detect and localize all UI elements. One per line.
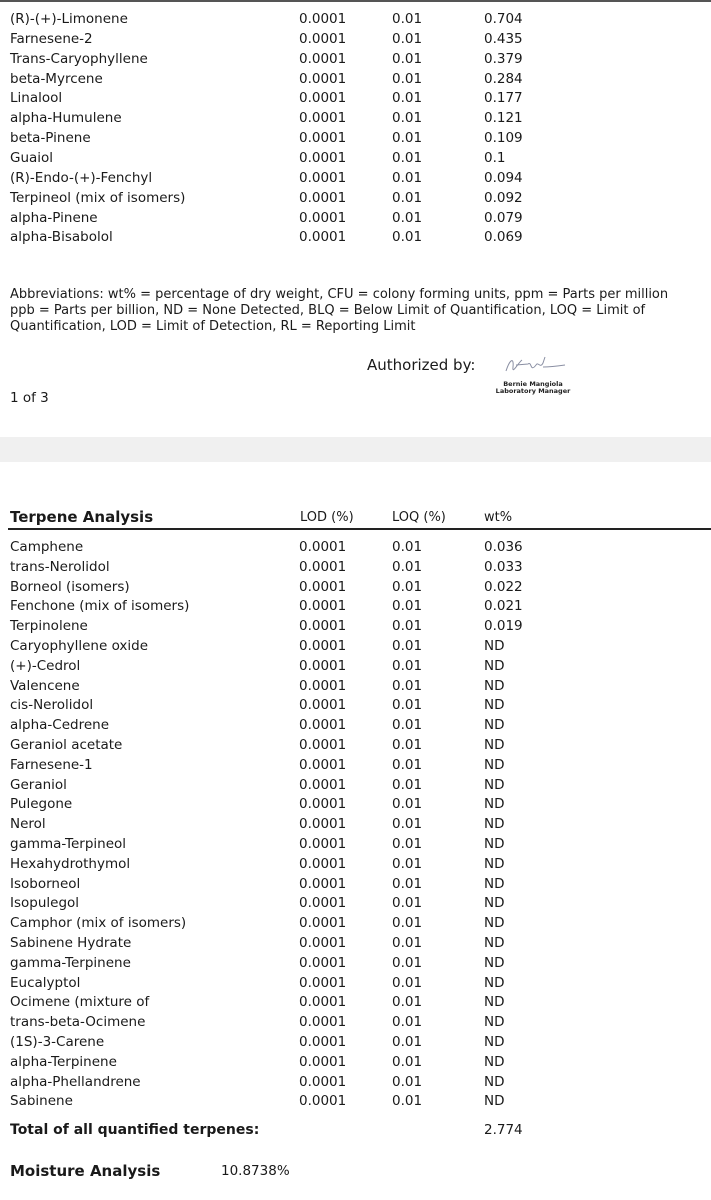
loq-value: 0.01 bbox=[392, 816, 423, 833]
table-row bbox=[0, 755, 711, 775]
compound-name: Trans-Caryophyllene bbox=[10, 50, 148, 67]
lod-value: 0.0001 bbox=[299, 657, 347, 674]
wt-value: 0.079 bbox=[484, 209, 523, 226]
wt-value: ND bbox=[484, 1014, 505, 1031]
lod-value: 0.0001 bbox=[299, 110, 347, 127]
moisture-row bbox=[0, 1162, 711, 1182]
table-row bbox=[0, 676, 711, 696]
wt-value: 0.022 bbox=[484, 578, 523, 595]
compound-name: alpha-Cedrene bbox=[10, 717, 110, 734]
wt-value: ND bbox=[484, 1034, 505, 1050]
table-row bbox=[0, 29, 711, 49]
wt-value: ND bbox=[484, 895, 505, 912]
loq-value: 0.01 bbox=[392, 737, 423, 753]
wt-value: 0.109 bbox=[484, 130, 523, 147]
loq-value: 0.01 bbox=[392, 776, 423, 793]
total-label: Total of all quantified terpenes: bbox=[10, 1122, 260, 1138]
wt-value: 0.033 bbox=[484, 558, 523, 575]
compound-name: Fenchone (mix of isomers) bbox=[10, 598, 190, 615]
compound-name: Camphene bbox=[10, 539, 84, 555]
lod-value: 0.0001 bbox=[299, 149, 347, 166]
table-row bbox=[0, 874, 711, 894]
wt-value: 0.704 bbox=[484, 11, 523, 27]
loq-value: 0.01 bbox=[392, 229, 423, 246]
table-row bbox=[0, 775, 711, 795]
wt-value: ND bbox=[484, 935, 505, 951]
table-row bbox=[0, 108, 711, 128]
wt-value: 0.379 bbox=[484, 50, 523, 67]
lod-value: 0.0001 bbox=[299, 915, 347, 932]
lod-value: 0.0001 bbox=[299, 229, 347, 246]
lod-value: 0.0001 bbox=[299, 717, 347, 734]
loq-value: 0.01 bbox=[392, 578, 423, 595]
wt-value: ND bbox=[484, 717, 505, 734]
table-row bbox=[0, 695, 711, 715]
wt-value: 0.1 bbox=[484, 149, 506, 166]
lod-value: 0.0001 bbox=[299, 30, 347, 47]
loq-value: 0.01 bbox=[392, 836, 423, 852]
loq-value: 0.01 bbox=[392, 1073, 423, 1090]
col-header-loq: LOQ (%) bbox=[392, 510, 446, 525]
wt-value: ND bbox=[484, 836, 505, 852]
table-row bbox=[0, 933, 711, 953]
loq-value: 0.01 bbox=[392, 915, 423, 932]
compound-name: Eucalyptol bbox=[10, 974, 81, 991]
compound-name: (1S)-3-Carene bbox=[10, 1034, 105, 1050]
lod-value: 0.0001 bbox=[299, 598, 347, 615]
table-row bbox=[0, 854, 711, 874]
lod-value: 0.0001 bbox=[299, 816, 347, 833]
table-row bbox=[0, 537, 711, 557]
compound-name: alpha-Phellandrene bbox=[10, 1073, 141, 1090]
abbreviations-note: Abbreviations: wt% = percentage of dry weight, CFU = colony forming units, ppm = Parts per million ppb = Parts per billion, ND = None Detected, BLQ = Below Limit of Quantification, LOQ = Limit of Quantification, LOD = Limit of Detection, RL = Reporting Limit bbox=[10, 287, 669, 334]
loq-value: 0.01 bbox=[392, 169, 423, 186]
compound-name: Isopulegol bbox=[10, 895, 80, 912]
table-row bbox=[0, 188, 711, 208]
wt-value: ND bbox=[484, 954, 505, 971]
lod-value: 0.0001 bbox=[299, 209, 347, 226]
table-row bbox=[0, 834, 711, 854]
table-row bbox=[0, 953, 711, 973]
table-row bbox=[0, 1032, 711, 1052]
page-number: 1 of 3 bbox=[10, 390, 49, 406]
loq-value: 0.01 bbox=[392, 209, 423, 226]
lod-value: 0.0001 bbox=[299, 935, 347, 951]
lod-value: 0.0001 bbox=[299, 994, 347, 1011]
lod-value: 0.0001 bbox=[299, 677, 347, 694]
compound-name: alpha-Bisabolol bbox=[10, 229, 113, 246]
wt-value: 0.435 bbox=[484, 30, 523, 47]
compound-name: Geraniol acetate bbox=[10, 737, 123, 753]
compound-name: Linalool bbox=[10, 90, 63, 107]
wt-value: ND bbox=[484, 855, 505, 872]
loq-value: 0.01 bbox=[392, 875, 423, 892]
loq-value: 0.01 bbox=[392, 1093, 423, 1110]
lod-value: 0.0001 bbox=[299, 130, 347, 147]
table-row bbox=[0, 596, 711, 616]
compound-name: beta-Myrcene bbox=[10, 70, 103, 87]
table-row bbox=[0, 148, 711, 168]
compound-name: Caryophyllene oxide bbox=[10, 638, 149, 654]
lod-value: 0.0001 bbox=[299, 1073, 347, 1090]
table-row bbox=[0, 577, 711, 597]
lod-value: 0.0001 bbox=[299, 1053, 347, 1070]
wt-value: ND bbox=[484, 638, 505, 654]
table-row bbox=[0, 168, 711, 188]
lod-value: 0.0001 bbox=[299, 836, 347, 852]
loq-value: 0.01 bbox=[392, 974, 423, 991]
wt-value: ND bbox=[484, 697, 505, 714]
loq-value: 0.01 bbox=[392, 954, 423, 971]
lod-value: 0.0001 bbox=[299, 796, 347, 813]
table-row bbox=[0, 794, 711, 814]
loq-value: 0.01 bbox=[392, 50, 423, 67]
loq-value: 0.01 bbox=[392, 618, 423, 635]
loq-value: 0.01 bbox=[392, 598, 423, 615]
loq-value: 0.01 bbox=[392, 110, 423, 127]
table-row bbox=[0, 1091, 711, 1111]
wt-value: 0.019 bbox=[484, 618, 523, 635]
lod-value: 0.0001 bbox=[299, 756, 347, 773]
compound-name: beta-Pinene bbox=[10, 130, 91, 147]
wt-value: ND bbox=[484, 677, 505, 694]
signer-title: Laboratory Manager bbox=[495, 387, 571, 395]
report-page-1 bbox=[0, 0, 711, 437]
compound-name: alpha-Humulene bbox=[10, 110, 122, 127]
loq-value: 0.01 bbox=[392, 1034, 423, 1050]
loq-value: 0.01 bbox=[392, 90, 423, 107]
table-row bbox=[0, 88, 711, 108]
wt-value: ND bbox=[484, 1053, 505, 1070]
compound-name: Camphor (mix of isomers) bbox=[10, 915, 187, 932]
compound-name: Geraniol bbox=[10, 776, 67, 793]
table-row bbox=[0, 973, 711, 993]
lod-value: 0.0001 bbox=[299, 558, 347, 575]
table-row bbox=[0, 49, 711, 69]
table-row bbox=[0, 1012, 711, 1032]
loq-value: 0.01 bbox=[392, 796, 423, 813]
compound-name: Valencene bbox=[10, 677, 80, 694]
compound-name: Sabinene bbox=[10, 1093, 73, 1110]
loq-value: 0.01 bbox=[392, 717, 423, 734]
loq-value: 0.01 bbox=[392, 30, 423, 47]
lod-value: 0.0001 bbox=[299, 70, 347, 87]
compound-name: (R)-(+)-Limonene bbox=[10, 11, 128, 27]
table-row bbox=[0, 69, 711, 89]
total-value: 2.774 bbox=[484, 1122, 523, 1138]
lod-value: 0.0001 bbox=[299, 697, 347, 714]
wt-value: ND bbox=[484, 737, 505, 753]
compound-name: gamma-Terpinene bbox=[10, 954, 131, 971]
lod-value: 0.0001 bbox=[299, 539, 347, 555]
compound-name: Farnesene-1 bbox=[10, 756, 93, 773]
wt-value: 0.021 bbox=[484, 598, 523, 615]
wt-value: ND bbox=[484, 994, 505, 1011]
compound-name: Ocimene (mixture of bbox=[10, 994, 150, 1011]
wt-value: ND bbox=[484, 776, 505, 793]
compound-name: Farnesene-2 bbox=[10, 30, 93, 47]
table-row bbox=[0, 9, 711, 29]
col-header-wt: wt% bbox=[484, 510, 513, 525]
compound-name: Isoborneol bbox=[10, 875, 81, 892]
compound-name: alpha-Terpinene bbox=[10, 1053, 117, 1070]
loq-value: 0.01 bbox=[392, 11, 423, 27]
lod-value: 0.0001 bbox=[299, 954, 347, 971]
loq-value: 0.01 bbox=[392, 756, 423, 773]
wt-value: ND bbox=[484, 1093, 505, 1110]
lod-value: 0.0001 bbox=[299, 1014, 347, 1031]
wt-value: 0.284 bbox=[484, 70, 523, 87]
table-row bbox=[0, 1052, 711, 1072]
lod-value: 0.0001 bbox=[299, 875, 347, 892]
compound-name: alpha-Pinene bbox=[10, 209, 98, 226]
compound-name: (R)-Endo-(+)-Fenchyl bbox=[10, 169, 153, 186]
loq-value: 0.01 bbox=[392, 657, 423, 674]
table-row bbox=[0, 992, 711, 1012]
loq-value: 0.01 bbox=[392, 149, 423, 166]
header-rule bbox=[8, 528, 711, 530]
table-row bbox=[0, 893, 711, 913]
lod-value: 0.0001 bbox=[299, 11, 347, 27]
table-top-rule bbox=[0, 0, 711, 2]
wt-value: 0.092 bbox=[484, 189, 523, 206]
lod-value: 0.0001 bbox=[299, 90, 347, 107]
table-row bbox=[0, 128, 711, 148]
lod-value: 0.0001 bbox=[299, 776, 347, 793]
table-row bbox=[0, 557, 711, 577]
wt-value: ND bbox=[484, 657, 505, 674]
compound-name: Pulegone bbox=[10, 796, 73, 813]
wt-value: 0.036 bbox=[484, 539, 523, 555]
wt-value: ND bbox=[484, 796, 505, 813]
wt-value: ND bbox=[484, 974, 505, 991]
signer-block bbox=[495, 381, 571, 395]
compound-name: Nerol bbox=[10, 816, 46, 833]
loq-value: 0.01 bbox=[392, 677, 423, 694]
loq-value: 0.01 bbox=[392, 895, 423, 912]
table-row bbox=[0, 227, 711, 247]
table-row bbox=[0, 913, 711, 933]
compound-name: trans-beta-Ocimene bbox=[10, 1014, 146, 1031]
loq-value: 0.01 bbox=[392, 70, 423, 87]
wt-value: ND bbox=[484, 756, 505, 773]
lod-value: 0.0001 bbox=[299, 1034, 347, 1050]
compound-name: Borneol (isomers) bbox=[10, 578, 130, 595]
total-row bbox=[0, 1122, 711, 1142]
loq-value: 0.01 bbox=[392, 994, 423, 1011]
table-row bbox=[0, 814, 711, 834]
lod-value: 0.0001 bbox=[299, 974, 347, 991]
lod-value: 0.0001 bbox=[299, 189, 347, 206]
loq-value: 0.01 bbox=[392, 1053, 423, 1070]
authorized-by-label: Authorized by: bbox=[367, 356, 476, 374]
compound-name: (+)-Cedrol bbox=[10, 657, 81, 674]
wt-value: 0.121 bbox=[484, 110, 523, 127]
compound-name: Terpinolene bbox=[10, 618, 88, 635]
compound-name: cis-Nerolidol bbox=[10, 697, 94, 714]
lod-value: 0.0001 bbox=[299, 50, 347, 67]
table-row bbox=[0, 208, 711, 228]
loq-value: 0.01 bbox=[392, 558, 423, 575]
lod-value: 0.0001 bbox=[299, 638, 347, 654]
loq-value: 0.01 bbox=[392, 1014, 423, 1031]
compound-name: gamma-Terpineol bbox=[10, 836, 127, 852]
moisture-value: 10.8738% bbox=[221, 1163, 290, 1179]
page-separator bbox=[0, 437, 711, 462]
loq-value: 0.01 bbox=[392, 130, 423, 147]
lod-value: 0.0001 bbox=[299, 855, 347, 872]
report-page-2 bbox=[0, 462, 711, 1200]
signature-image bbox=[496, 351, 566, 381]
compound-name: Hexahydrothymol bbox=[10, 855, 131, 872]
loq-value: 0.01 bbox=[392, 855, 423, 872]
compound-name: Sabinene Hydrate bbox=[10, 935, 132, 951]
compound-name: trans-Nerolidol bbox=[10, 558, 110, 575]
loq-value: 0.01 bbox=[392, 697, 423, 714]
compound-name: Terpineol (mix of isomers) bbox=[10, 189, 186, 206]
loq-value: 0.01 bbox=[392, 638, 423, 654]
lod-value: 0.0001 bbox=[299, 895, 347, 912]
wt-value: ND bbox=[484, 1073, 505, 1090]
lod-value: 0.0001 bbox=[299, 1093, 347, 1110]
wt-value: ND bbox=[484, 915, 505, 932]
moisture-label: Moisture Analysis bbox=[10, 1162, 161, 1180]
loq-value: 0.01 bbox=[392, 189, 423, 206]
col-header-lod: LOD (%) bbox=[300, 510, 354, 525]
table-row bbox=[0, 1072, 711, 1092]
lod-value: 0.0001 bbox=[299, 737, 347, 753]
wt-value: 0.094 bbox=[484, 169, 523, 186]
table-row bbox=[0, 715, 711, 735]
table-row bbox=[0, 636, 711, 656]
compound-name: Guaiol bbox=[10, 149, 54, 166]
wt-value: 0.177 bbox=[484, 90, 523, 107]
table-header bbox=[0, 510, 711, 530]
table-row bbox=[0, 735, 711, 755]
loq-value: 0.01 bbox=[392, 935, 423, 951]
section-title: Terpene Analysis bbox=[10, 508, 154, 526]
table-row bbox=[0, 656, 711, 676]
wt-value: ND bbox=[484, 816, 505, 833]
wt-value: ND bbox=[484, 875, 505, 892]
table-row bbox=[0, 616, 711, 636]
wt-value: 0.069 bbox=[484, 229, 523, 246]
lod-value: 0.0001 bbox=[299, 618, 347, 635]
loq-value: 0.01 bbox=[392, 539, 423, 555]
lod-value: 0.0001 bbox=[299, 578, 347, 595]
lod-value: 0.0001 bbox=[299, 169, 347, 186]
signer-name: Bernie Mangiola bbox=[503, 380, 563, 388]
